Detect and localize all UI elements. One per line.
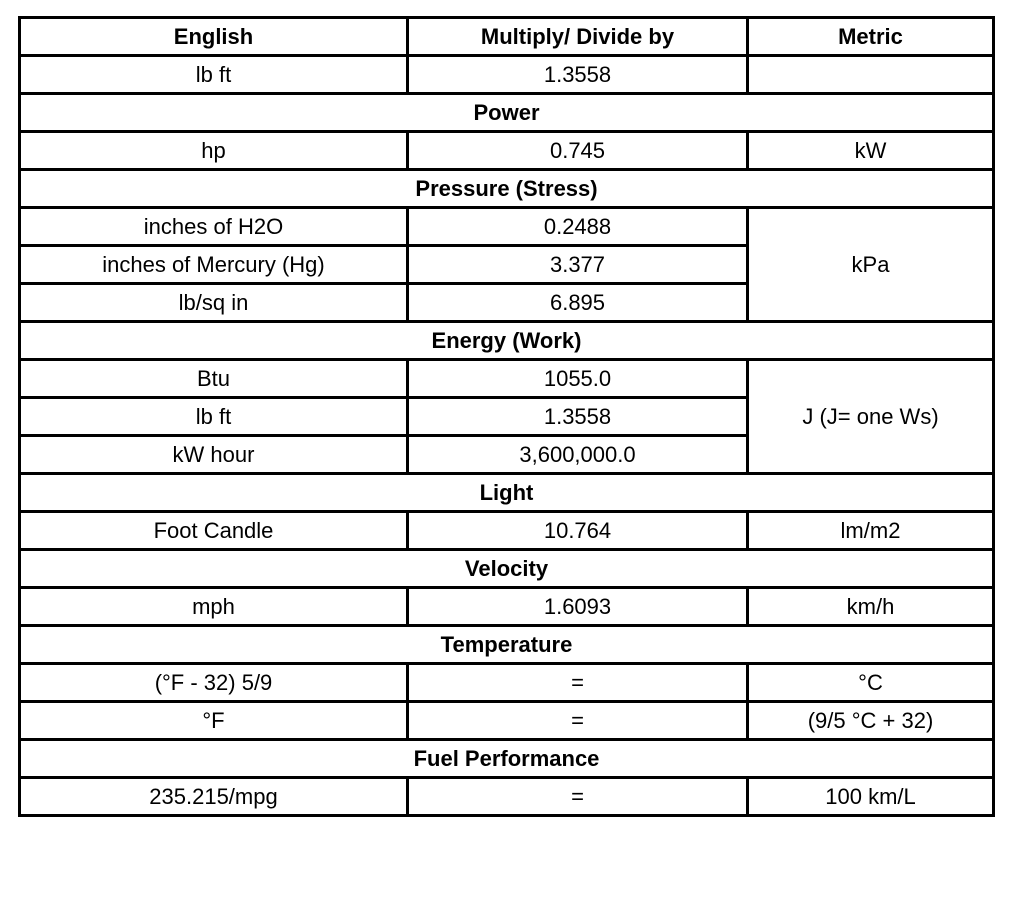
factor-cell: = (408, 778, 748, 816)
factor-cell: = (408, 664, 748, 702)
factor-cell: 3,600,000.0 (408, 436, 748, 474)
metric-cell: °C (748, 664, 994, 702)
english-cell: kW hour (20, 436, 408, 474)
header-row (20, 18, 994, 56)
conversion-table (18, 16, 995, 817)
english-cell: lb/sq in (20, 284, 408, 322)
factor-cell: 10.764 (408, 512, 748, 550)
section-row-velocity (20, 550, 994, 588)
section-title: Power (20, 94, 994, 132)
table-row (20, 702, 994, 740)
section-row-temperature (20, 626, 994, 664)
section-row-pressure (20, 170, 994, 208)
metric-cell: lm/m2 (748, 512, 994, 550)
table-row (20, 360, 994, 398)
table-row (20, 664, 994, 702)
section-row-fuel (20, 740, 994, 778)
english-cell: Btu (20, 360, 408, 398)
english-cell: lb ft (20, 398, 408, 436)
section-title: Temperature (20, 626, 994, 664)
section-row-energy (20, 322, 994, 360)
table-row (20, 512, 994, 550)
section-title: Light (20, 474, 994, 512)
table-row (20, 778, 994, 816)
table-row (20, 56, 994, 94)
section-title: Pressure (Stress) (20, 170, 994, 208)
metric-cell: kW (748, 132, 994, 170)
factor-cell: 0.745 (408, 132, 748, 170)
metric-cell: (9/5 °C + 32) (748, 702, 994, 740)
factor-cell: 3.377 (408, 246, 748, 284)
table-row (20, 588, 994, 626)
metric-cell: km/h (748, 588, 994, 626)
metric-cell: kPa (748, 208, 994, 322)
section-row-light (20, 474, 994, 512)
metric-cell (748, 56, 994, 94)
factor-cell: 1.6093 (408, 588, 748, 626)
english-cell: inches of H2O (20, 208, 408, 246)
factor-cell: 6.895 (408, 284, 748, 322)
english-cell: (°F - 32) 5/9 (20, 664, 408, 702)
english-cell: hp (20, 132, 408, 170)
header-english: English (20, 18, 408, 56)
section-title: Velocity (20, 550, 994, 588)
header-factor: Multiply/ Divide by (408, 18, 748, 56)
section-row-power (20, 94, 994, 132)
factor-cell: 1.3558 (408, 398, 748, 436)
metric-cell: J (J= one Ws) (748, 360, 994, 474)
english-cell: 235.215/mpg (20, 778, 408, 816)
table-row (20, 132, 994, 170)
english-cell: Foot Candle (20, 512, 408, 550)
factor-cell: 1.3558 (408, 56, 748, 94)
english-cell: mph (20, 588, 408, 626)
metric-cell: 100 km/L (748, 778, 994, 816)
table-row (20, 208, 994, 246)
factor-cell: 0.2488 (408, 208, 748, 246)
english-cell: inches of Mercury (Hg) (20, 246, 408, 284)
factor-cell: = (408, 702, 748, 740)
english-cell: lb ft (20, 56, 408, 94)
header-metric: Metric (748, 18, 994, 56)
english-cell: °F (20, 702, 408, 740)
section-title: Energy (Work) (20, 322, 994, 360)
section-title: Fuel Performance (20, 740, 994, 778)
factor-cell: 1055.0 (408, 360, 748, 398)
